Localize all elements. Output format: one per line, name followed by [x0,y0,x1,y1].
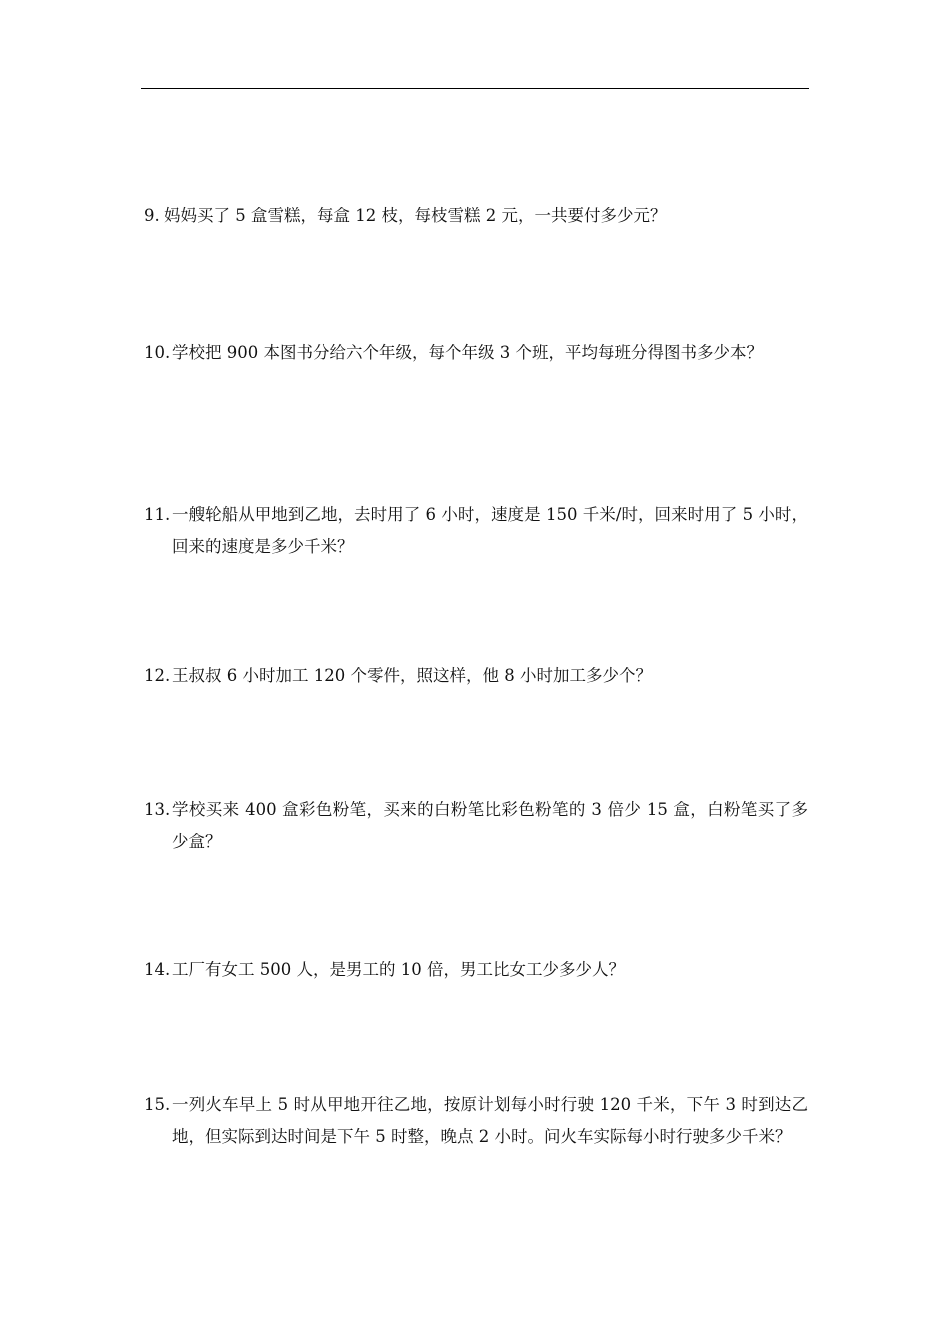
problem-text: 一艘轮船从甲地到乙地，去时用了 6 小时，速度是 150 千米/时，回来时用了 5 小时，回来的速度是多少千米？ [172,505,808,556]
problem-14 [144,954,808,986]
problem-text: 学校买来 400 盒彩色粉笔，买来的白粉笔比彩色粉笔的 3 倍少 15 盒，白粉笔买了多少盒？ [172,800,808,851]
problem-10 [144,337,808,369]
problem-text: 一列火车早上 5 时从甲地开往乙地，按原计划每小时行驶 120 千米，下午 3 时到达乙地，但实际到达时间是下午 5 时整，晚点 2 小时。问火车实际每小时行驶多少千米？ [172,1095,808,1146]
problem-number: 14. [144,960,171,979]
problem-text: 王叔叔 6 小时加工 120 个零件，照这样，他 8 小时加工多少个？ [172,666,652,685]
problem-text: 工厂有女工 500 人，是男工的 10 倍，男工比女工少多少人？ [172,960,625,979]
header-rule [141,88,809,89]
problem-number: 9. [144,206,160,225]
problem-number: 12. [144,666,171,685]
problem-number: 15. [144,1095,171,1114]
problem-text: 妈妈买了 5 盒雪糕，每盒 12 枝，每枝雪糕 2 元，一共要付多少元？ [164,206,667,225]
problem-text: 学校把 900 本图书分给六个年级，每个年级 3 个班，平均每班分得图书多少本？ [172,343,763,362]
problem-12 [144,660,808,692]
problem-number: 11. [144,505,171,524]
problem-number: 13. [144,800,171,819]
problem-11 [144,499,808,563]
problem-number: 10. [144,343,171,362]
problem-15 [144,1089,808,1153]
problem-13 [144,794,808,858]
problem-9 [144,200,808,232]
